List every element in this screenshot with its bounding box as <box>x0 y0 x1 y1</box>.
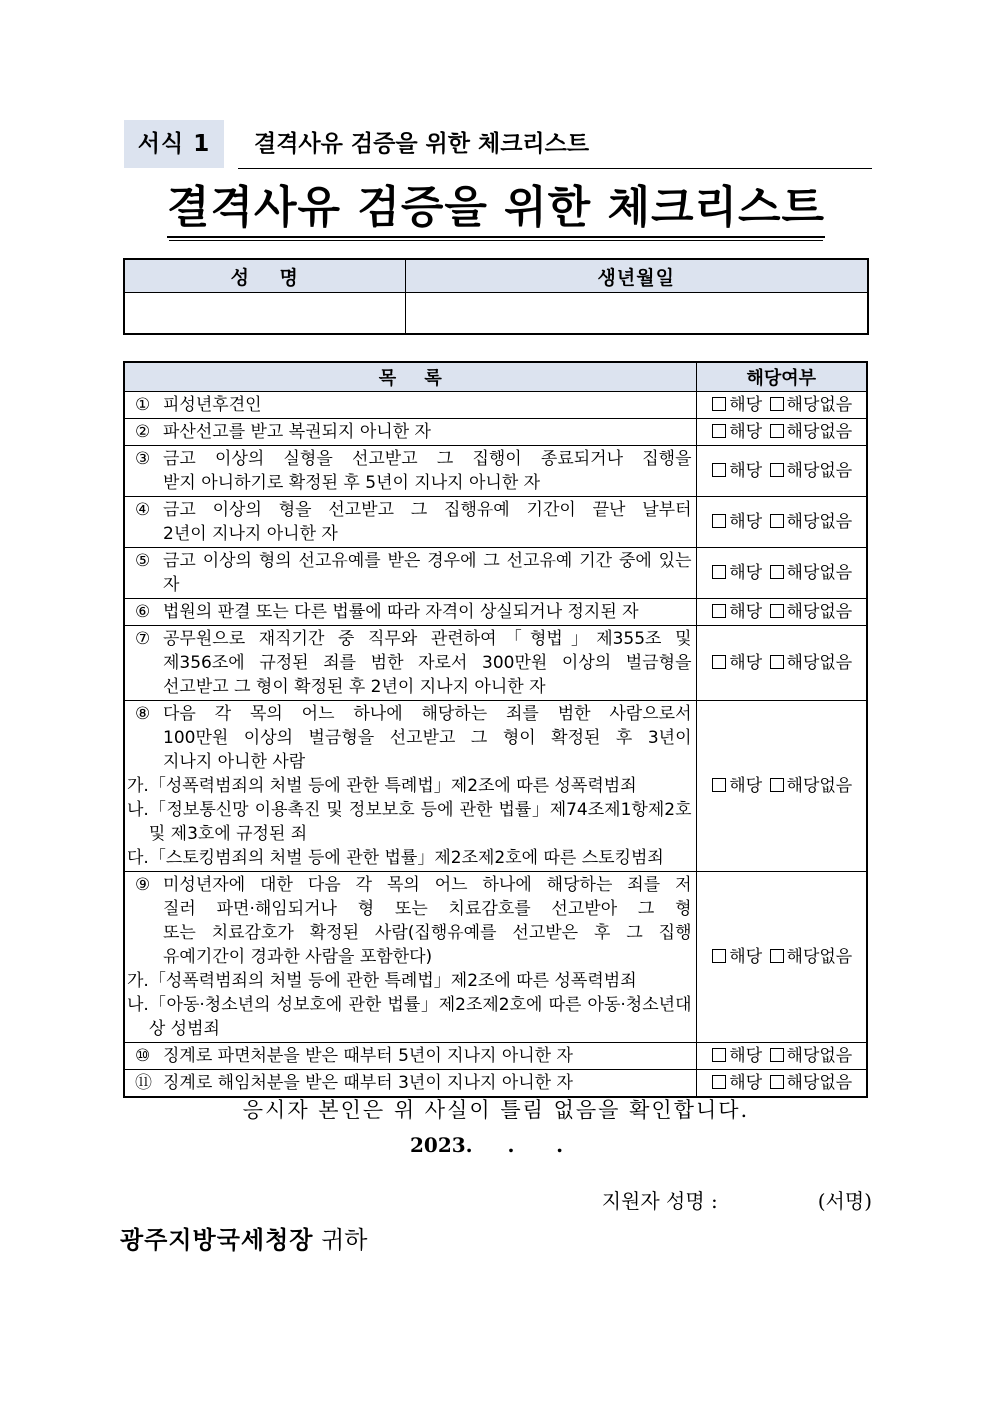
checklist-row <box>124 419 867 446</box>
item-line <box>135 627 692 651</box>
checkbox-label-no: 해당없음 <box>786 1073 853 1093</box>
sub-item <box>127 969 692 993</box>
form-header <box>124 120 872 170</box>
applicable-column-header: 해당여부 <box>696 362 867 392</box>
item-line-text: 금고 이상의 형의 선고유예를 받은 경우에 그 선고유예 기간 중에 있는 자 <box>163 551 692 595</box>
checklist-row <box>124 1070 867 1098</box>
item-line <box>135 726 692 750</box>
addressee-suffix: 귀하 <box>321 1226 368 1254</box>
checklist-row <box>124 1043 867 1070</box>
item-line <box>135 921 692 945</box>
checkbox-yes[interactable] <box>712 397 726 411</box>
item-number: ⑩ <box>135 1046 151 1066</box>
applicable-options <box>696 872 867 1043</box>
sub-item-text: 「성폭력범죄의 처벌 등에 관한 특례법」제2조에 따른 성폭력범죄 <box>148 776 637 796</box>
item-number: ⑥ <box>135 602 151 622</box>
item-line <box>135 750 692 774</box>
checkbox-label-yes: 해당 <box>729 563 763 583</box>
checklist-item-text <box>124 701 696 872</box>
item-number: ⑤ <box>135 551 151 571</box>
sub-item-mark: 나. <box>127 995 149 1015</box>
signer-label: 지원자 성명 : <box>601 1189 718 1213</box>
checklist-row <box>124 701 867 872</box>
checkbox-no[interactable] <box>770 565 784 579</box>
checkbox-yes[interactable] <box>712 514 726 528</box>
page-title-text: 결격사유 검증을 위한 체크리스트 <box>167 182 825 238</box>
sub-item <box>127 993 692 1041</box>
item-number: ④ <box>135 500 151 520</box>
disqualification-checklist <box>123 361 868 1098</box>
item-line-text: 금고 이상의 형을 선고받고 그 집행유예 기간이 끝난 날부터 <box>163 500 692 520</box>
item-number: ⑨ <box>135 875 151 895</box>
sub-item-text: 「성폭력범죄의 처벌 등에 관한 특례법」제2조에 따른 성폭력범죄 <box>148 971 637 991</box>
checkbox-label-no: 해당없음 <box>786 395 853 415</box>
checkbox-label-yes: 해당 <box>729 947 763 967</box>
item-line <box>135 447 692 471</box>
item-line-text: 법원의 판결 또는 다른 법률에 따라 자격이 상실되거나 정지된 자 <box>163 602 639 622</box>
checkbox-label-no: 해당없음 <box>786 1046 853 1066</box>
item-line <box>135 1044 692 1068</box>
checklist-item-text <box>124 419 696 446</box>
applicable-options <box>696 548 867 599</box>
item-line-text: 선고받고 그 형이 확정된 후 2년이 지나지 아니한 자 <box>163 677 546 697</box>
checklist-row <box>124 548 867 599</box>
item-line-text: 유예기간이 경과한 사람을 포함한다) <box>163 947 433 967</box>
checklist-item-text <box>124 599 696 626</box>
item-line-text: 지나지 아니한 사람 <box>163 752 306 772</box>
checkbox-label-no: 해당없음 <box>786 653 853 673</box>
checkbox-yes[interactable] <box>712 778 726 792</box>
checkbox-label-yes: 해당 <box>729 512 763 532</box>
checkbox-yes[interactable] <box>712 424 726 438</box>
item-line <box>135 945 692 969</box>
checkbox-no[interactable] <box>770 778 784 792</box>
checkbox-no[interactable] <box>770 397 784 411</box>
checkbox-label-no: 해당없음 <box>786 422 853 442</box>
checkbox-label-yes: 해당 <box>729 653 763 673</box>
checkbox-label-no: 해당없음 <box>786 776 853 796</box>
applicable-options <box>696 497 867 548</box>
checkbox-no[interactable] <box>770 949 784 963</box>
checkbox-label-yes: 해당 <box>729 776 763 796</box>
checkbox-no[interactable] <box>770 514 784 528</box>
checklist-row <box>124 446 867 497</box>
item-line-text: 금고 이상의 실형을 선고받고 그 집행이 종료되거나 집행을 <box>163 449 692 469</box>
checklist-item-text <box>124 872 696 1043</box>
checkbox-label-yes: 해당 <box>729 1046 763 1066</box>
applicable-options <box>696 701 867 872</box>
checkbox-label-yes: 해당 <box>729 602 763 622</box>
date-line: 2023. . . <box>410 1133 564 1157</box>
checklist-row <box>124 599 867 626</box>
addressee <box>120 1220 368 1255</box>
checkbox-no[interactable] <box>770 424 784 438</box>
sub-item-text: 「스토킹범죄의 처벌 등에 관한 법률」제2조제2호에 따른 스토킹범죄 <box>148 848 664 868</box>
item-number: ② <box>135 422 151 442</box>
signer-line <box>602 1185 872 1214</box>
checkbox-label-no: 해당없음 <box>786 563 853 583</box>
checkbox-label-yes: 해당 <box>729 422 763 442</box>
item-number: ⑪ <box>135 1073 152 1093</box>
checkbox-no[interactable] <box>770 655 784 669</box>
sub-item-mark: 가. <box>127 971 149 991</box>
item-line <box>135 549 692 597</box>
checkbox-label-no: 해당없음 <box>786 602 853 622</box>
sub-item <box>127 774 692 798</box>
item-number: ⑧ <box>135 704 151 724</box>
item-line-text: 받지 아니하기로 확정된 후 5년이 지나지 아니한 자 <box>163 473 541 493</box>
checkbox-no[interactable] <box>770 1075 784 1089</box>
checklist-row <box>124 872 867 1043</box>
item-number: ③ <box>135 449 151 469</box>
checklist-item-text <box>124 392 696 419</box>
checklist-item-text <box>124 446 696 497</box>
checkbox-label-yes: 해당 <box>729 461 763 481</box>
sub-item <box>127 798 692 846</box>
sub-item-mark: 가. <box>127 776 149 796</box>
checkbox-no[interactable] <box>770 604 784 618</box>
checklist-row <box>124 392 867 419</box>
name-field[interactable] <box>124 293 405 335</box>
item-line-text: 또는 치료감호가 확정된 사람(집행유예를 선고받은 후 그 집행 <box>163 923 692 943</box>
item-line <box>135 393 692 417</box>
addressee-office: 광주지방국세청장 <box>120 1225 314 1254</box>
item-line-text: 100만원 이상의 벌금형을 선고받고 그 형이 확정된 후 3년이 <box>163 728 692 748</box>
item-line-text: 미성년자에 대한 다음 각 목의 어느 하나에 해당하는 죄를 저 <box>163 875 692 895</box>
applicable-options <box>696 599 867 626</box>
name-header: 성 명 <box>124 259 405 293</box>
item-line <box>135 522 692 546</box>
applicable-options <box>696 626 867 701</box>
item-line-text: 다음 각 목의 어느 하나에 해당하는 죄를 범한 사람으로서 <box>163 704 692 724</box>
page-title <box>0 182 992 238</box>
checkbox-label-yes: 해당 <box>729 1073 763 1093</box>
checkbox-yes[interactable] <box>712 1048 726 1062</box>
form-number-badge: 서식 1 <box>124 120 224 168</box>
item-line <box>135 471 692 495</box>
applicable-options <box>696 446 867 497</box>
checklist-item-text <box>124 497 696 548</box>
item-number: ① <box>135 395 151 415</box>
checkbox-yes[interactable] <box>712 949 726 963</box>
applicable-options <box>696 419 867 446</box>
item-line-text: 질러 파면·해임되거나 형 또는 치료감호를 선고받아 그 형 <box>163 899 692 919</box>
item-line-text: 징계로 해임처분을 받은 때부터 3년이 지나지 아니한 자 <box>163 1073 573 1093</box>
applicable-options <box>696 392 867 419</box>
checkbox-label-yes: 해당 <box>729 395 763 415</box>
signature-mark: (서명) <box>817 1189 872 1213</box>
item-line-text: 공무원으로 재직기간 중 직무와 관련하여「형법」제355조 및 <box>163 629 692 649</box>
item-line <box>135 651 692 675</box>
item-line <box>135 873 692 897</box>
checkbox-yes[interactable] <box>712 655 726 669</box>
checklist-row <box>124 497 867 548</box>
sub-item <box>127 846 692 870</box>
item-line <box>135 1071 692 1095</box>
applicable-options <box>696 1070 867 1098</box>
checklist-row <box>124 626 867 701</box>
form-header-title: 결격사유 검증을 위한 체크리스트 <box>238 120 872 169</box>
item-line <box>135 675 692 699</box>
checkbox-label-no: 해당없음 <box>786 461 853 481</box>
item-number: ⑦ <box>135 629 151 649</box>
checklist-body <box>124 392 867 1098</box>
checklist-item-text <box>124 626 696 701</box>
checklist-item-text <box>124 1070 696 1098</box>
item-line <box>135 498 692 522</box>
sub-item-mark: 나. <box>127 800 149 820</box>
birthdate-header: 생년월일 <box>405 259 868 293</box>
checkbox-no[interactable] <box>770 1048 784 1062</box>
sub-item-text: 「정보통신망 이용촉진 및 정보보호 등에 관한 법률」제74조제1항제2호 및 제3호에 규정된 죄 <box>148 800 692 844</box>
checkbox-label-no: 해당없음 <box>786 947 853 967</box>
item-line-text: 제356조에 규정된 죄를 범한 자로서 300만원 이상의 벌금형을 <box>163 653 692 673</box>
checkbox-yes[interactable] <box>712 1075 726 1089</box>
checkbox-yes[interactable] <box>712 604 726 618</box>
item-line-text: 피성년후견인 <box>163 395 262 415</box>
applicable-options <box>696 1043 867 1070</box>
checklist-item-text <box>124 548 696 599</box>
checklist-item-text <box>124 1043 696 1070</box>
sub-item-text: 「아동·청소년의 성보호에 관한 법률」제2조제2호에 따른 아동·청소년대상 성범죄 <box>148 995 692 1039</box>
item-line <box>135 420 692 444</box>
checkbox-yes[interactable] <box>712 565 726 579</box>
applicant-info-table <box>123 258 869 335</box>
item-line <box>135 702 692 726</box>
item-line-text: 파산선고를 받고 복권되지 아니한 자 <box>163 422 431 442</box>
item-line <box>135 897 692 921</box>
item-column-header: 목 록 <box>124 362 696 392</box>
checkbox-no[interactable] <box>770 463 784 477</box>
birthdate-field[interactable] <box>405 293 868 335</box>
sub-item-mark: 다. <box>127 848 149 868</box>
checkbox-label-no: 해당없음 <box>786 512 853 532</box>
checkbox-yes[interactable] <box>712 463 726 477</box>
item-line <box>135 600 692 624</box>
item-line-text: 징계로 파면처분을 받은 때부터 5년이 지나지 아니한 자 <box>163 1046 573 1066</box>
confirmation-statement: 응시자 본인은 위 사실이 틀림 없음을 확인합니다. <box>242 1098 750 1122</box>
item-line-text: 2년이 지나지 아니한 자 <box>163 524 338 544</box>
